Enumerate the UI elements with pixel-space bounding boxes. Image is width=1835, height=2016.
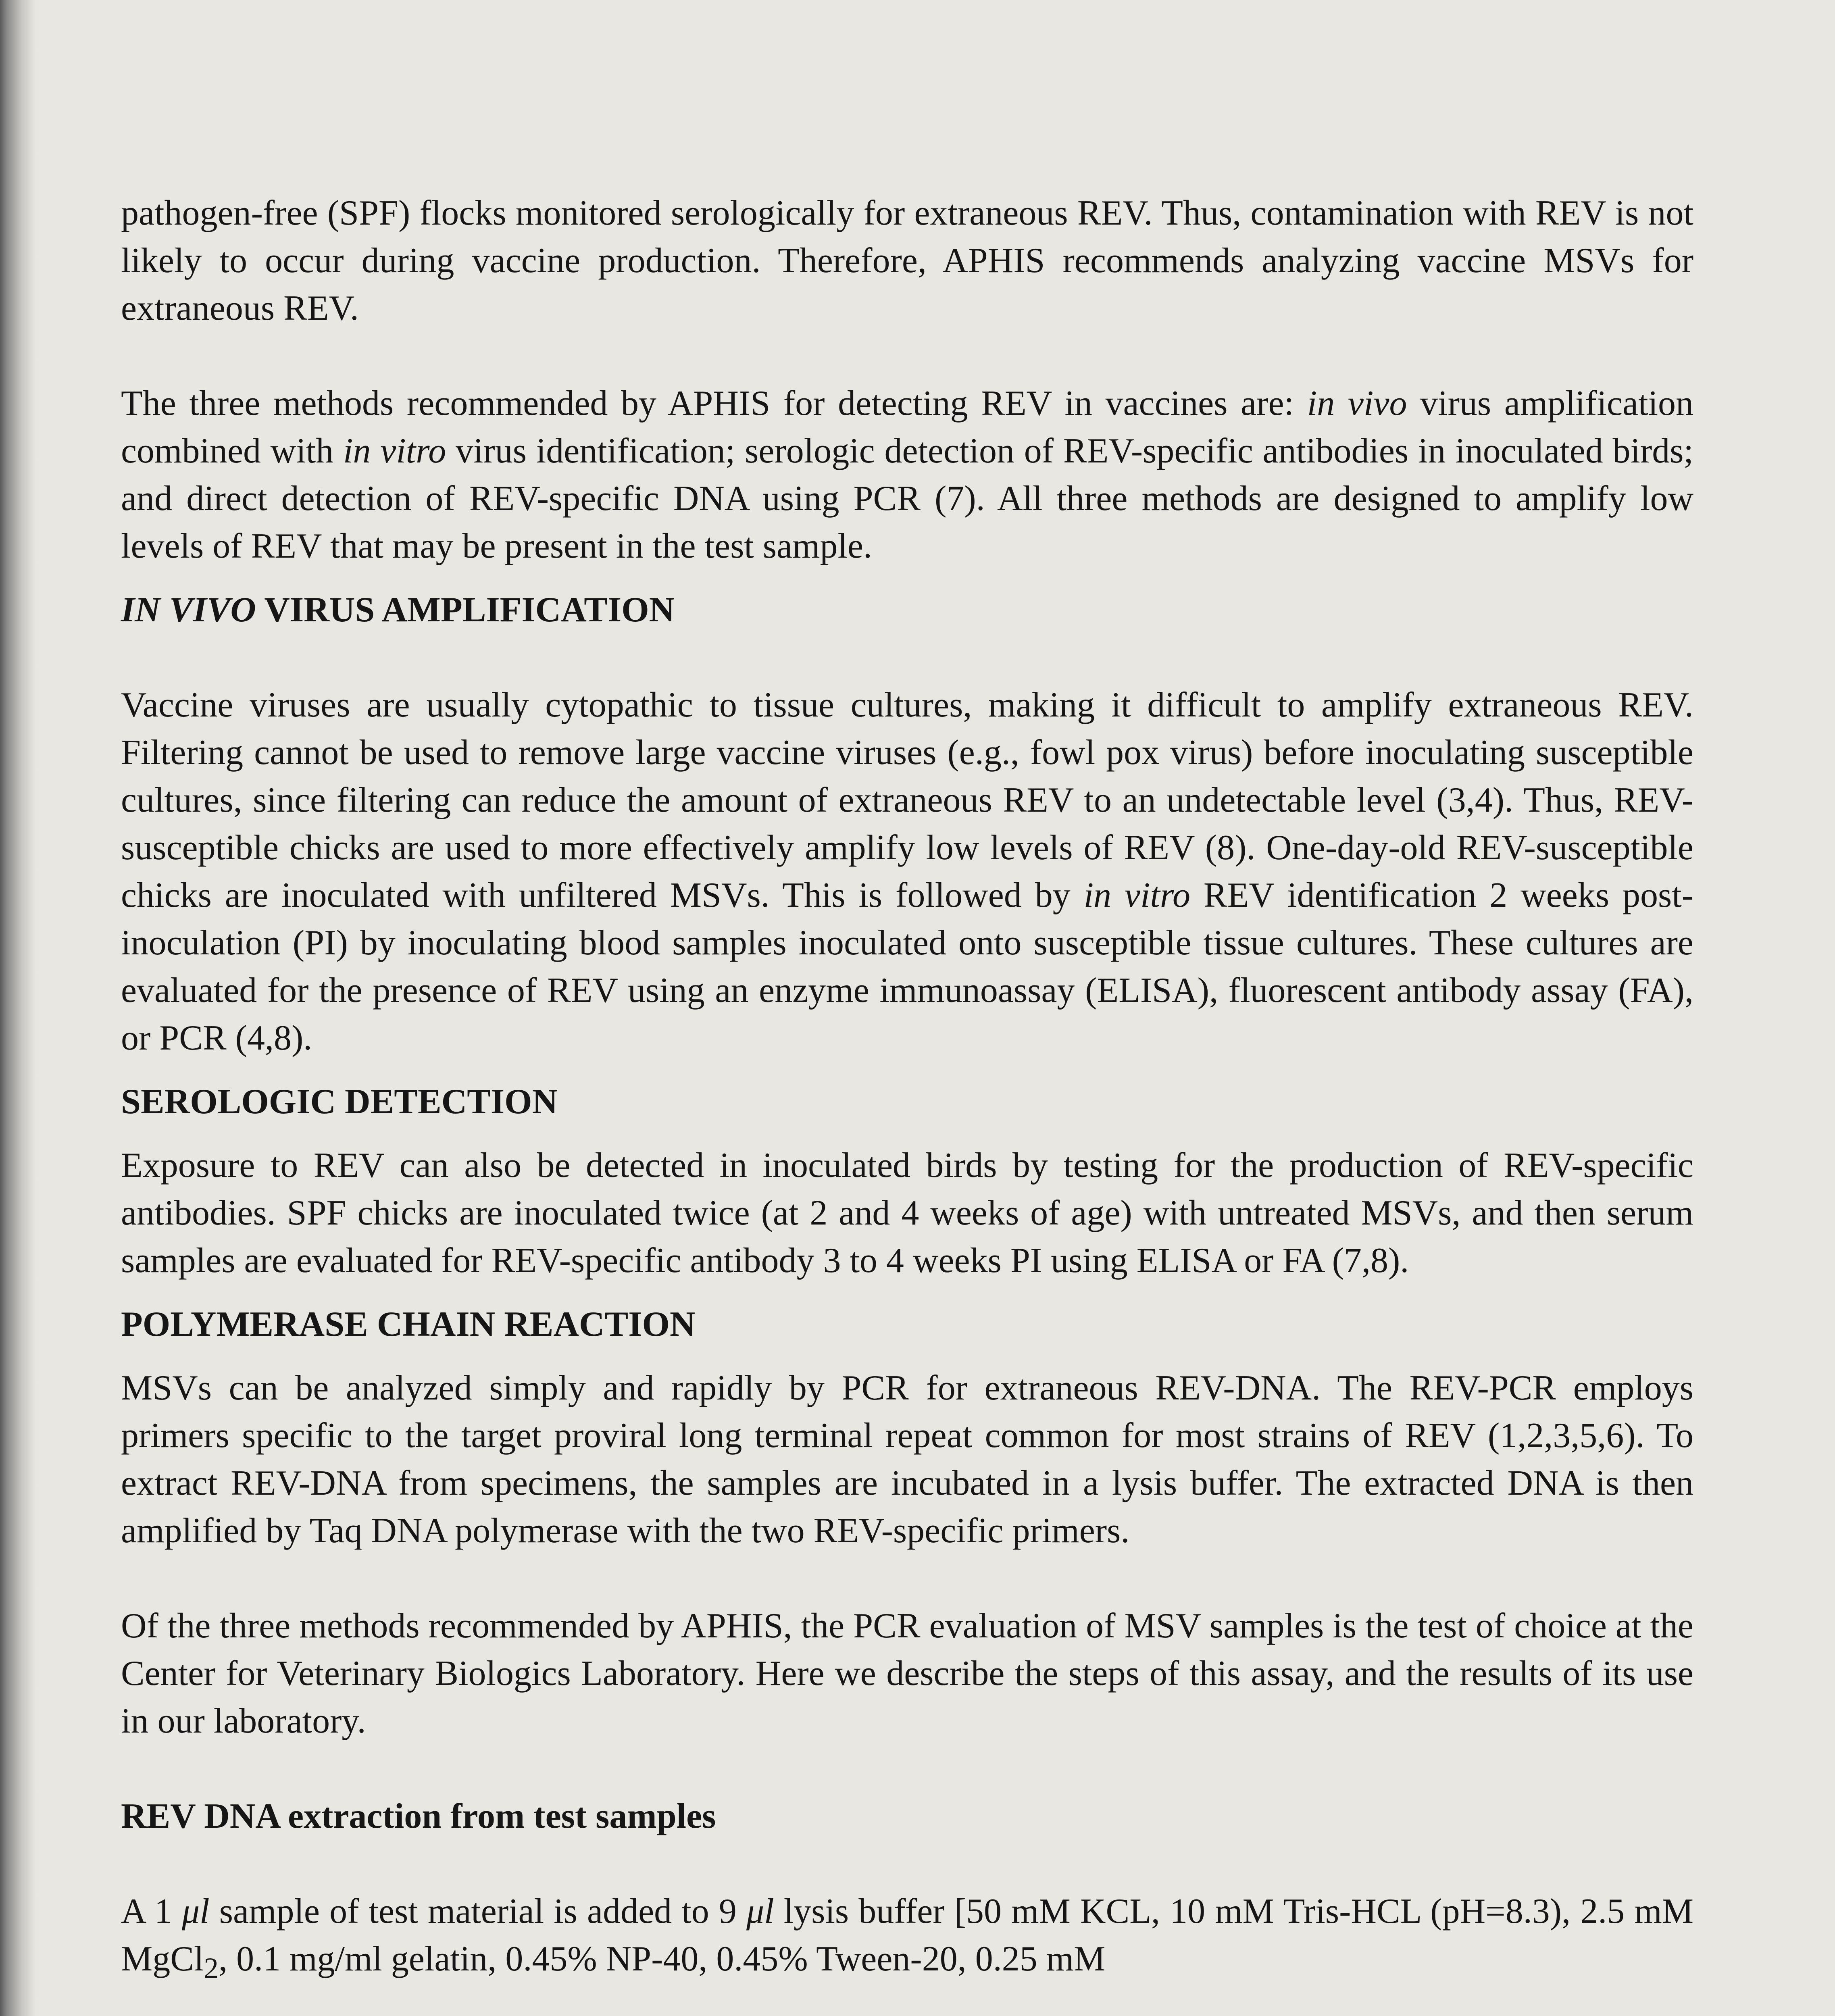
page-body (121, 190, 1693, 1992)
pcr-paragraph: MSVs can be analyzed simply and rapidly by PCR for extraneous REV-DNA. The REV-PCR employs primers specific to the target proviral long terminal repeat common for most strains of REV (1,2,3,5,6). To extract REV-DNA from specimens, the samples are incubated in a lysis buffer. The extracted DNA is then amplified by Taq DNA polymerase with the two REV-specific primers. (121, 1368, 1693, 1550)
in-vivo-paragraph: Vaccine viruses are usually cytopathic to tissue cultures, making it difficult to amplify extraneous REV. Filtering cannot be used to remove large vaccine viruses (e.g., fowl pox virus) before inoculating susceptible cultures, since filtering can reduce the amount of extraneous REV to an undetectable level (3,4). Thus, REV-susceptible chicks are used to more effectively amplify low levels of REV (8). One-day-old REV-susceptible chicks are inoculated with unfiltered MSVs. This is followed by in vitro REV identification 2 weeks post-inoculation (PI) by inoculating blood samples inoculated onto susceptible tissue cultures. These cultures are evaluated for the presence of REV using an enzyme immunoassay (ELISA), fluorescent antibody assay (FA), or PCR (4,8). (121, 685, 1694, 1058)
intro-paragraph: pathogen-free (SPF) flocks monitored serologically for extraneous REV. Thus, contamination with REV is not likely to occur during vaccine production. Therefore, APHIS recommends analyzing vaccine MSVs for extraneous REV. (121, 194, 1693, 328)
serologic-paragraph: Exposure to REV can also be detected in inoculated birds by testing for the production of REV-specific antibodies. SPF chicks are inoculated twice (at 2 and 4 weeks of age) with untreated MSVs, and then serum samples are evaluated for REV-specific antibody 3 to 4 weeks PI using ELISA or FA (7,8). (121, 1146, 1693, 1280)
page-binding-shadow (0, 0, 36, 2016)
heading-in-vivo-virus-amplification: IN VIVO VIRUS AMPLIFICATION (121, 590, 675, 629)
heading-serologic-detection: SEROLOGIC DETECTION (121, 1082, 558, 1121)
methods-paragraph: The three methods recommended by APHIS for detecting REV in vaccines are: in vivo virus amplification combined with in vitro virus identification; serologic detection of REV-specific antibodies in inoculated birds; and direct detection of REV-specific DNA using PCR (7). All three methods are designed to amplify low levels of REV that may be present in the test sample. (121, 384, 1693, 566)
heading-rev-dna-extraction: REV DNA extraction from test samples (121, 1797, 716, 1836)
test-of-choice-paragraph: Of the three methods recommended by APHIS, the PCR evaluation of MSV samples is the test of choice at the Center for Veterinary Biologics Laboratory. Here we describe the steps of this assay, and the results of its use in our laboratory. (121, 1606, 1693, 1741)
heading-polymerase-chain-reaction: POLYMERASE CHAIN REACTION (121, 1305, 696, 1344)
extraction-paragraph: A 1 μl sample of test material is added to 9 μl lysis buffer [50 mM KCL, 10 mM Tris-HCL (pH=8.3), 2.5 mM MgCl$_2$, 0.1 mg/ml gelatin, 0.45% NP-40, 0.45% Tween-20, 0.25 mM (121, 1892, 1694, 1985)
